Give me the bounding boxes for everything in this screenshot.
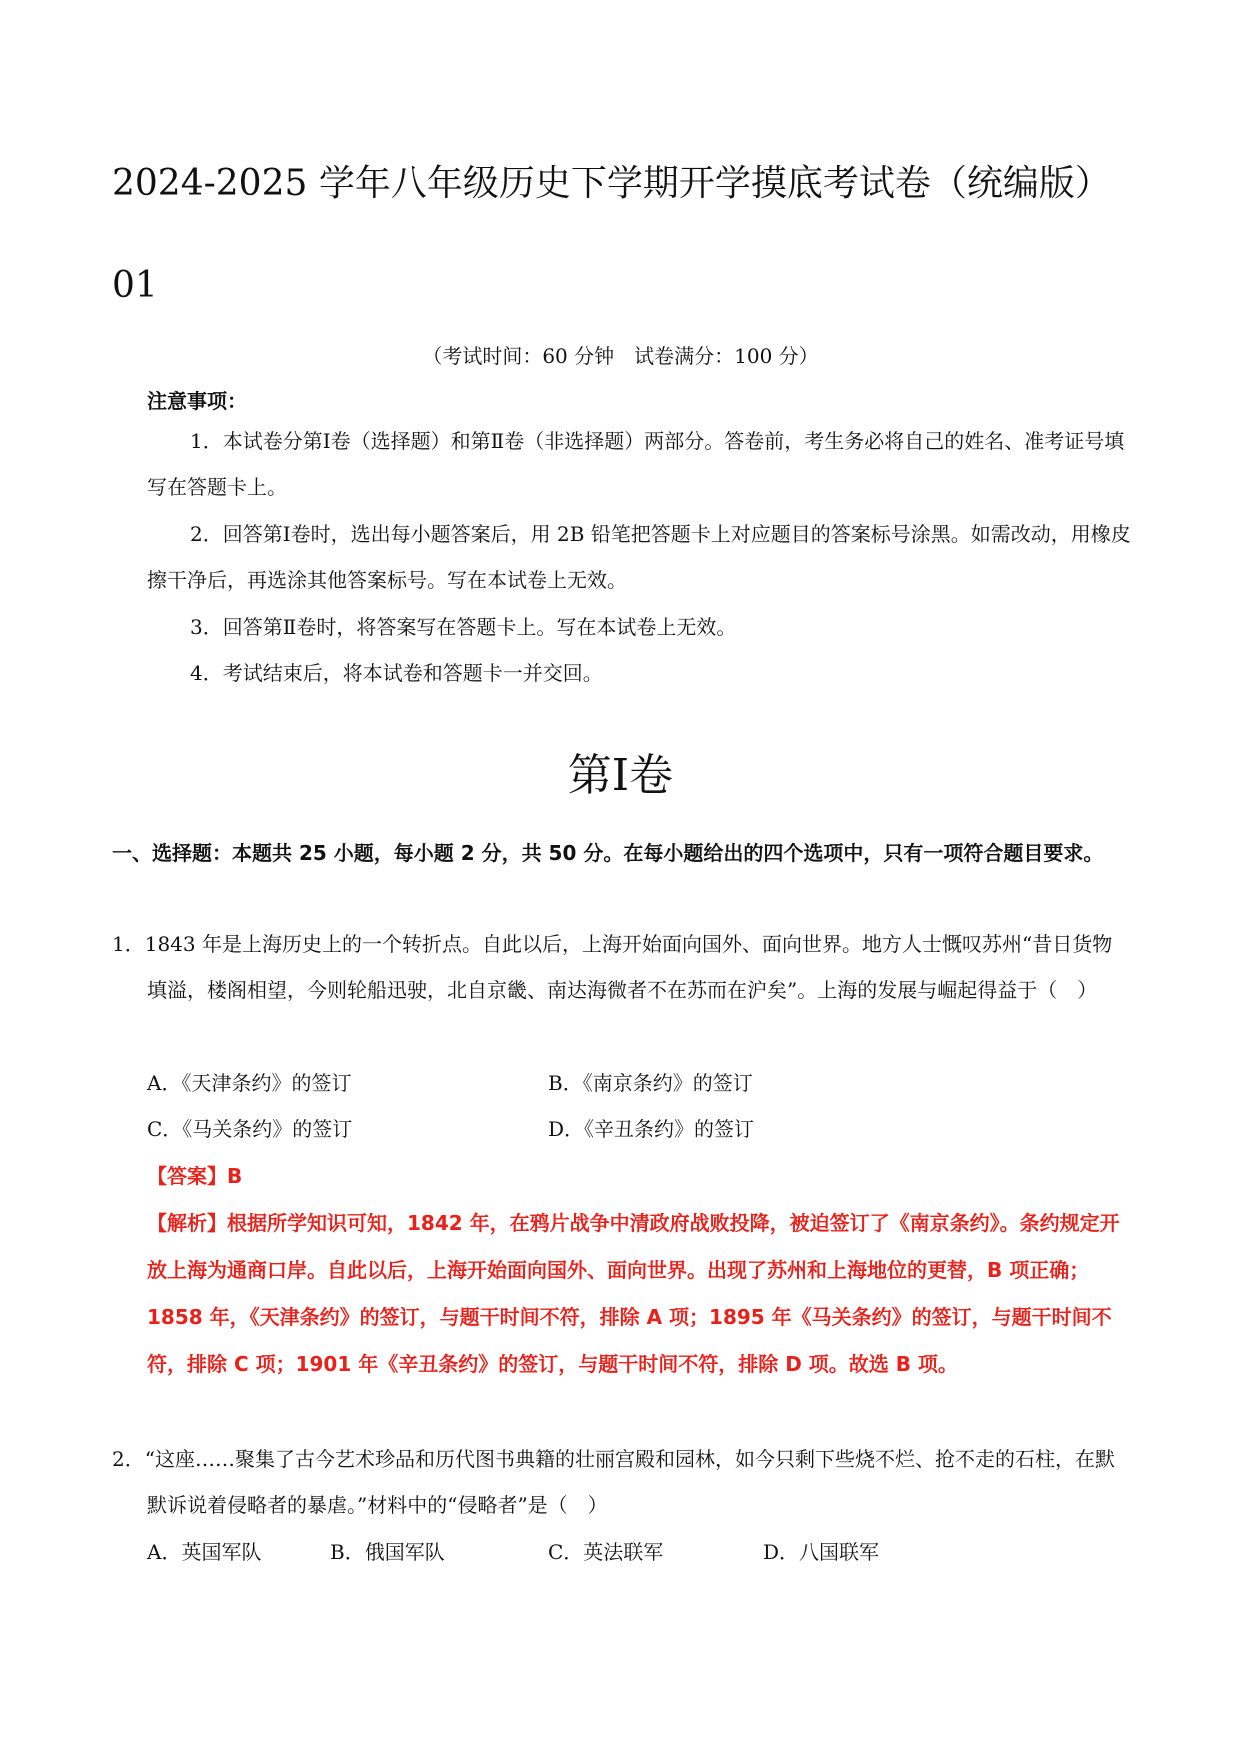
question-1-option-c: C．《马关条约》的签订 — [147, 1117, 353, 1141]
question-2-option-c: C．英法联军 — [548, 1540, 664, 1564]
question-1-option-a: A．《天津条约》的签订 — [147, 1071, 352, 1095]
exam-title-number: 01 — [112, 265, 158, 306]
section-heading: 一、选择题：本题共 25 小题，每小题 2 分，共 50 分。在每小题给出的四个选项中，只有一项符合题目要求。 — [112, 841, 1104, 865]
section-title: 第Ⅰ卷 — [567, 750, 674, 801]
question-1-stem: 1．1843 年是上海历史上的一个转折点。自此以后，上海开始面向国外、面向世界。地方人士慨叹苏州“昔日货物填溢，楼阁相望，今则轮船迅驶，北自京畿、南达海微者不在苏而在沪矣”。上海的发展与崛起得益于（ ） — [112, 932, 1113, 1002]
question-1-analysis: 【解析】根据所学知识可知，1842 年，在鸦片战争中清政府战败投降，被迫签订了《南京条约》。条约规定开放上海为通商口岸。自此以后，上海开始面向国外、面向世界。出现了苏州和上海地位的更替，B 项正确；1858 年，《天津条约》的签订，与题干时间不符，排除 A 项；1895 年《马关条约》的签订，与题干时间不符，排除 C 项；1901 年《辛丑条约》的签订，与题干时间不符，排除 D 项。故选 B 项。 — [147, 1211, 1120, 1376]
notice-item-3: 3．回答第Ⅱ卷时，将答案写在答题卡上。写在本试卷上无效。 — [190, 615, 737, 639]
question-1-answer: 【答案】B — [147, 1164, 243, 1188]
exam-title: 2024-2025 学年八年级历史下学期开学摸底考试卷（统编版） — [112, 163, 1111, 204]
question-1-option-b: B．《南京条约》的签订 — [548, 1071, 753, 1095]
question-2-option-b: B．俄国军队 — [330, 1540, 445, 1564]
question-2-option-d: D．八国联军 — [763, 1540, 880, 1564]
question-2-option-a: A．英国军队 — [147, 1540, 262, 1564]
notice-item-2: 2．回答第Ⅰ卷时，选出每小题答案后，用 2B 铅笔把答题卡上对应题目的答案标号涂黑。如需改动，用橡皮擦干净后，再选涂其他答案标号。写在本试卷上无效。 — [147, 522, 1131, 592]
notice-item-1: 1．本试卷分第Ⅰ卷（选择题）和第Ⅱ卷（非选择题）两部分。答卷前，考生务必将自己的姓名、准考证号填写在答题卡上。 — [147, 429, 1125, 499]
notice-heading: 注意事项： — [147, 389, 247, 413]
question-2-stem: 2．“这座……聚集了古今艺术珍品和历代图书典籍的壮丽宫殿和园林，如今只剩下些烧不烂、抢不走的石柱，在默默诉说着侵略者的暴虐。”材料中的“侵略者”是（ ） — [112, 1447, 1115, 1517]
notice-item-4: 4．考试结束后，将本试卷和答题卡一并交回。 — [190, 661, 603, 685]
exam-meta: （考试时间：60 分钟 试卷满分：100 分） — [422, 344, 819, 368]
question-1-option-d: D．《辛丑条约》的签订 — [548, 1117, 755, 1141]
